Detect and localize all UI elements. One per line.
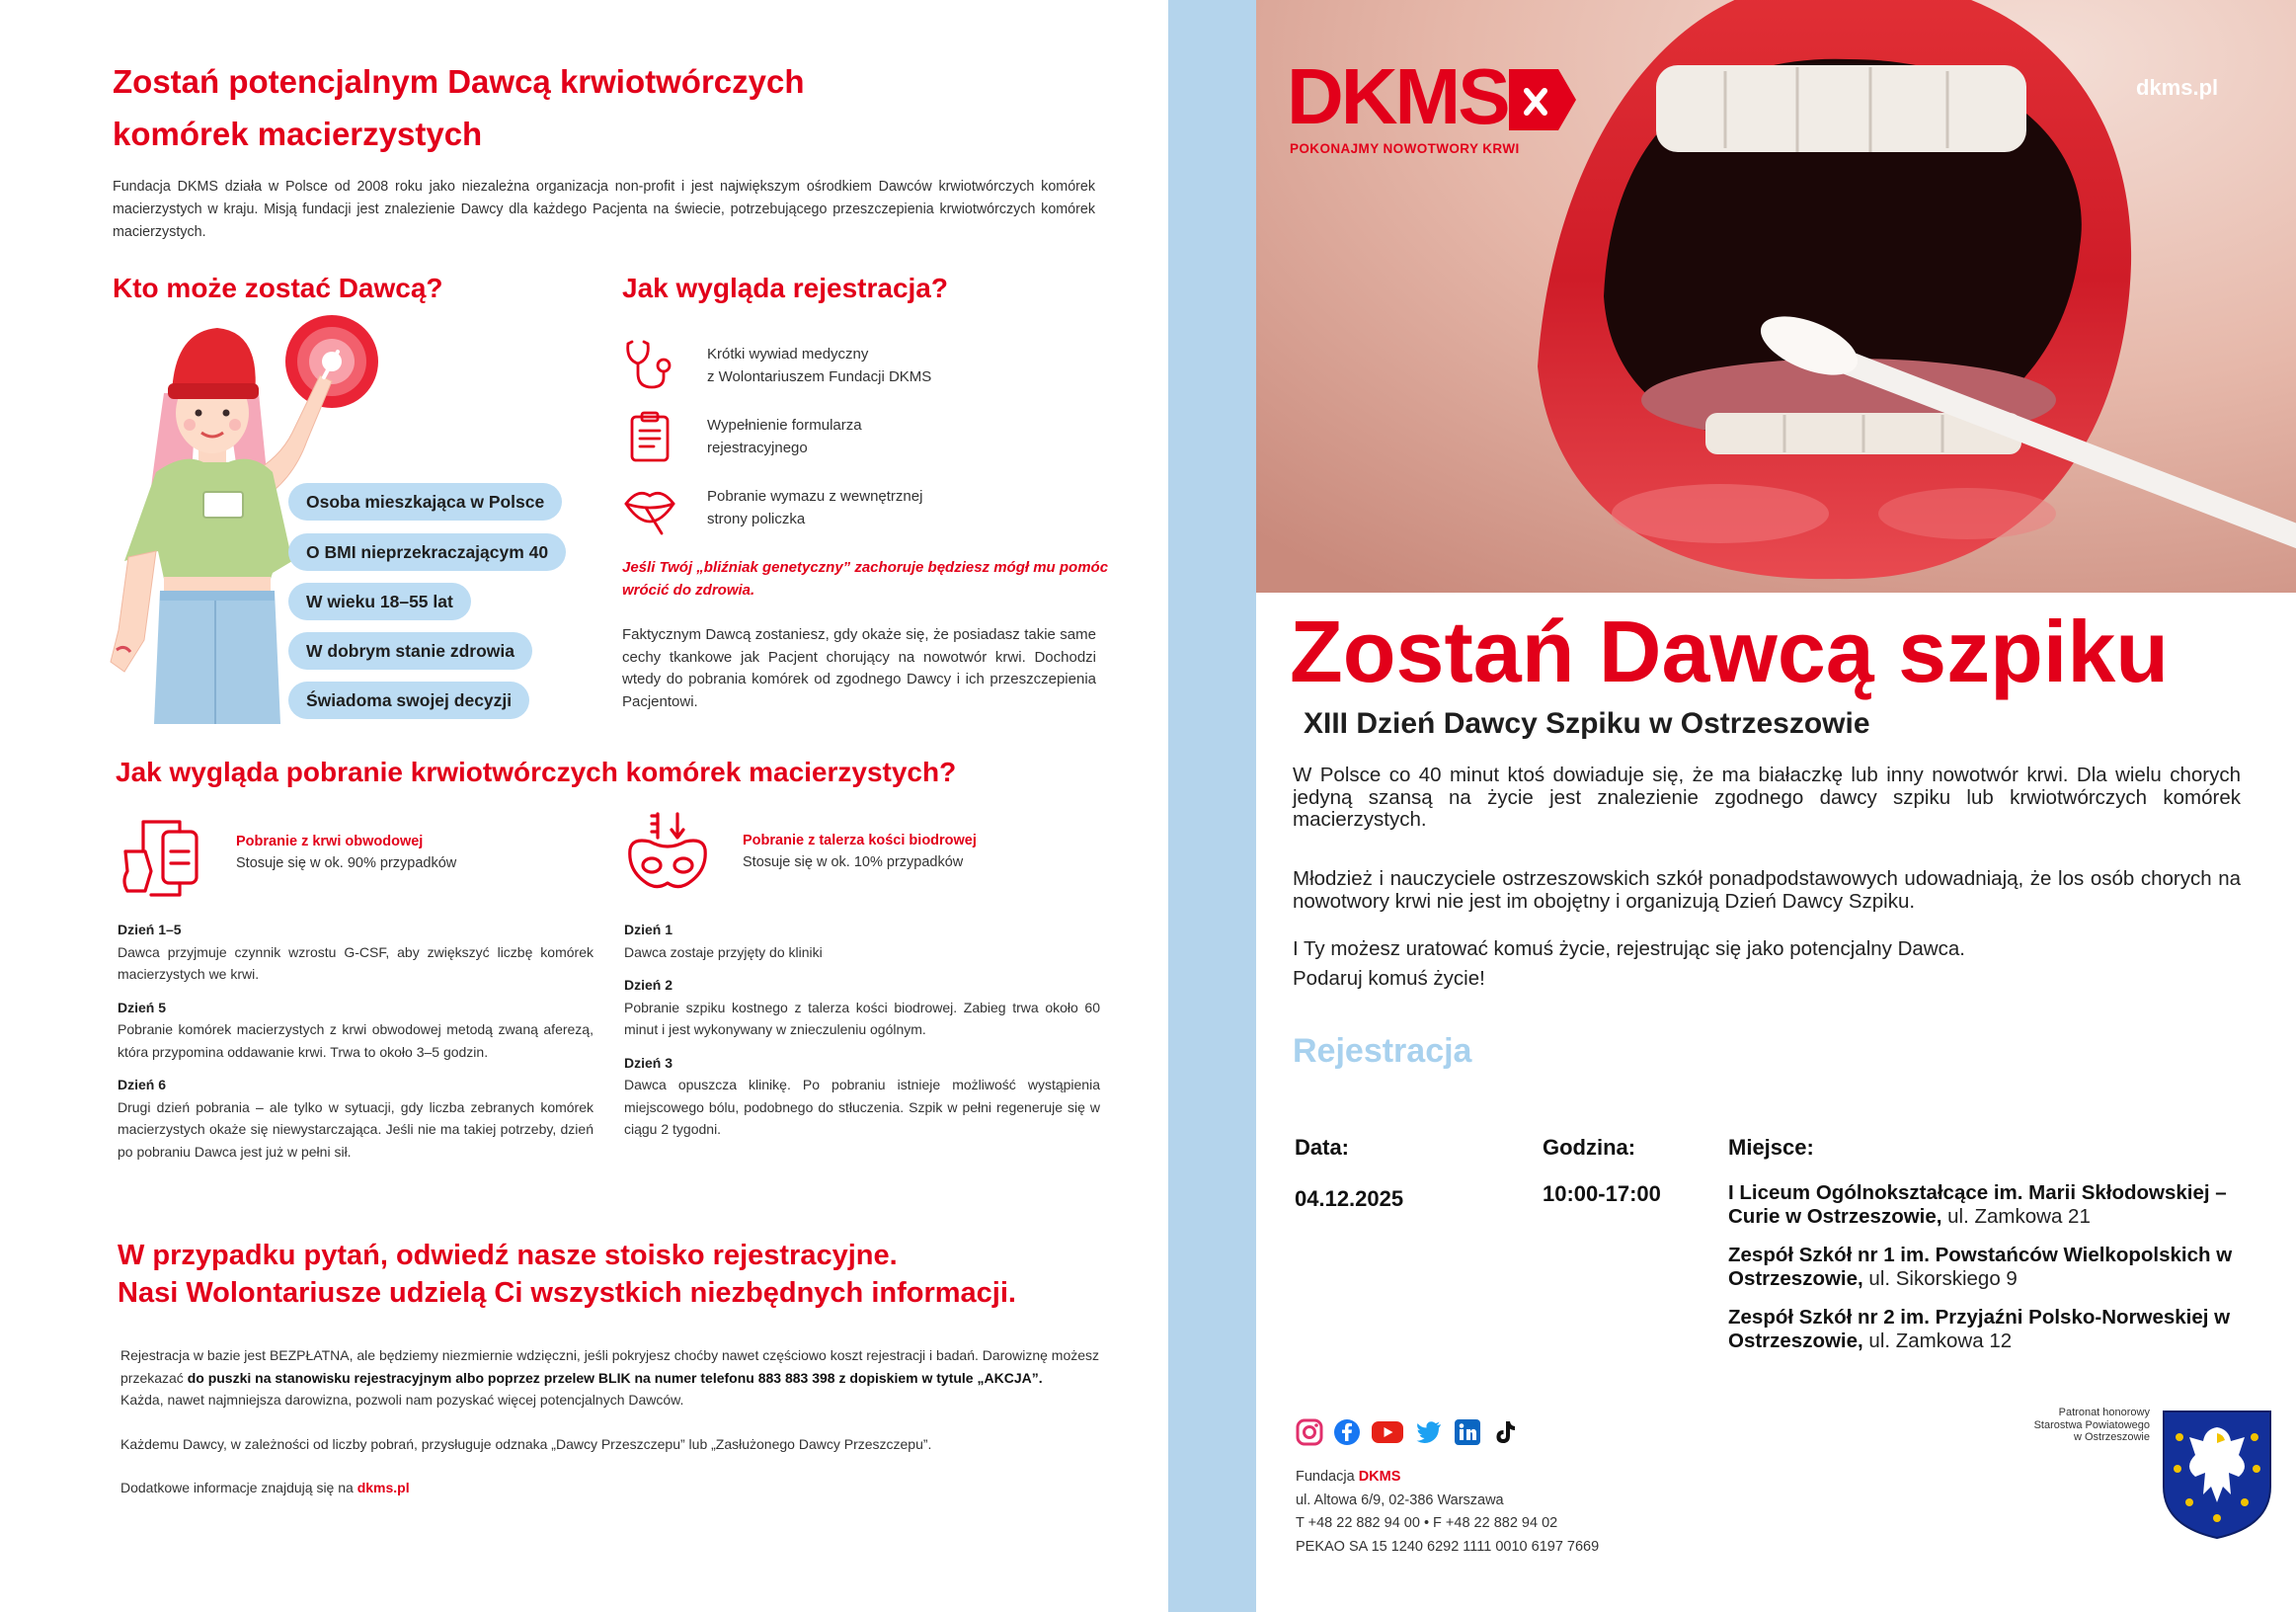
registration-step (707, 344, 931, 388)
method-title: Pobranie z talerza kości biodrowej (743, 833, 977, 848)
right-page (1256, 0, 2296, 1612)
stethoscope-icon (622, 338, 677, 393)
registration-step (707, 486, 922, 530)
day-block (118, 997, 594, 1064)
intro-paragraph: Fundacja DKMS działa w Polsce od 2008 roku jako niezależna organizacja non-profit i jest największym ośrodkiem Dawców krwiotwórczych komórek macierzystych w kraju. Misją fundacji jest znalezienie Dawcy dla każdego Pacjenta na świecie, potrzebującego przeszczepienia krwiotwórczych komórek macierzystych. (113, 179, 1095, 240)
step-line: Wypełnienie formularza (707, 417, 862, 434)
day-text: Drugi dzień pobrania – ale tylko w sytuacji, gdy liczba zebranych komórek macierzystych okaże się niewystarczająca. Jeśli nie ma takiej potrzeby, dzień po pobraniu Dawca jest już w pełni sił. (118, 1098, 594, 1160)
method-marrow (743, 830, 977, 873)
linkedin-icon[interactable] (1454, 1418, 1481, 1446)
day-title: Dzień 1–5 (118, 922, 182, 937)
badge-note: Każdemu Dawcy, w zależności od liczby pobrań, przysługuje odznaka „Dawcy Przeszczepu” lub „Zasłużonego Dawcy Przeszczepu”. (120, 1435, 932, 1452)
day-text: Dawca opuszcza klinikę. Po pobraniu istnieje możliwość wystąpienia miejscowego bólu, podobnego do stłuczenia. Szpik w pełni regeneruje się w ciągu 2 tygodni. (624, 1077, 1100, 1137)
day-title: Dzień 3 (624, 1054, 673, 1071)
place-item (1728, 1181, 2281, 1228)
pelvis-bone-icon (622, 808, 713, 899)
instagram-icon[interactable] (1296, 1418, 1323, 1446)
left-title-line-1: Zostań potencjalnym Dawcą krwiotwórczych (113, 63, 805, 100)
day-title: Dzień 2 (624, 977, 673, 993)
place-item (1728, 1244, 2281, 1290)
page-gap-strip (1168, 0, 1256, 1612)
upper-teeth (1656, 65, 2026, 152)
more-info-link[interactable]: dkms.pl (356, 1480, 410, 1495)
dkms-tagline: POKONAJMY NOWOTWORY KRWI (1290, 141, 1520, 156)
step-line: Krótki wywiad medyczny (707, 346, 869, 363)
left-title-line-2: komórek macierzystych (113, 116, 483, 152)
method-peripheral (236, 831, 456, 874)
collection-heading: Jak wygląda pobranie krwiotwórczych komórek macierzystych? (116, 757, 957, 787)
place-address: ul. Sikorskiego 9 (1862, 1266, 2018, 1290)
step-line: z Wolontariuszem Fundacji DKMS (707, 367, 932, 385)
intro-paragraph-4: Podaruj komuś życie! (1293, 967, 1485, 990)
place-item (1728, 1306, 2281, 1352)
method-subtitle: Stosuje się w ok. 10% przypadków (743, 854, 964, 870)
more-info (120, 1477, 1116, 1499)
dkms-logo-wordmark: DKMS (1287, 52, 1508, 140)
criteria-pill: Osoba mieszkająca w Polsce (288, 483, 562, 521)
registration-step (707, 415, 862, 459)
day-title: Dzień 6 (118, 1077, 167, 1092)
footer-street: ul. Altowa 6/9, 02-386 Warszawa (1296, 1491, 1504, 1508)
footer-org-name: DKMS (1358, 1469, 1401, 1485)
who-heading: Kto może zostać Dawcą? (113, 273, 443, 303)
criteria-pill: W dobrym stanie zdrowia (288, 632, 532, 670)
donation-note: Każda, nawet najmniejsza darowizna, pozwoli nam pozyskać więcej potencjalnych Dawców. (120, 1392, 684, 1408)
place-name: Zespół Szkół nr 2 im. Przyjaźni Polsko-Norweskiej w Ostrzeszowie, (1728, 1306, 2231, 1352)
criteria-pill: Świadoma swojej decyzji (288, 682, 529, 719)
questions-heading (118, 1237, 1016, 1312)
county-coat-of-arms (2160, 1408, 2274, 1541)
patronage-note (1972, 1407, 2150, 1444)
twin-note: Jeśli Twój „bliźniak genetyczny” zachoruje będziesz mógł mu pomóc wrócić do zdrowia. (622, 559, 1109, 599)
actual-donor-paragraph: Faktycznym Dawcą zostaniesz, gdy okaże się, że posiadasz takie same cechy tkankowe jak Pacjent chorujący na nowotwór krwi. Dochodzi wtedy do pobrania komórek od zgodnego Dawcy i ich przeszczepienia Pacjentowi. (622, 626, 1096, 710)
dkms-logo-x-mark (1509, 69, 1576, 130)
step-line: rejestracyjnego (707, 439, 808, 456)
event-date: 04.12.2025 (1295, 1186, 1404, 1211)
twitter-icon[interactable] (1415, 1418, 1443, 1446)
intro-paragraph-2: Młodzież i nauczyciele ostrzeszowskich szkół ponadpodstawowych udowadniają, że los osób chorych na nowotwory krwi nie jest im obojętny i organizują Dzień Dawcy Szpiku. (1293, 867, 2241, 913)
patronage-line: w Ostrzeszowie (2073, 1431, 2150, 1443)
method-title: Pobranie z krwi obwodowej (236, 834, 424, 849)
day-title: Dzień 5 (118, 999, 167, 1015)
footer-org (1296, 1466, 1599, 1490)
intro-paragraph-3: I Ty możesz uratować komuś życie, rejestrując się jako potencjalny Dawca. (1293, 937, 1965, 960)
footer-bank-account: PEKAO SA 15 1240 6292 1111 0010 6197 7669 (1296, 1538, 1600, 1555)
youtube-icon[interactable] (1371, 1418, 1404, 1446)
day-block (624, 1052, 1100, 1141)
place-address: ul. Zamkowa 21 (1941, 1204, 2091, 1228)
day-block (118, 1074, 594, 1163)
step-line: strony policzka (707, 510, 806, 527)
criteria-pill: O BMI nieprzekraczającym 40 (288, 533, 566, 571)
registration-heading: Jak wygląda rejestracja? (622, 273, 948, 303)
method-subtitle: Stosuje się w ok. 90% przypadków (236, 855, 457, 871)
intro-paragraph-1: W Polsce co 40 minut ktoś dowiaduje się, że ma białaczkę lub inny nowotwór krwi. Dla wielu chorych jedyną szansą na życie jest znalezienie zgodnego dawcy szpiku lub krwiotwórczych komórek macierzystych. (1293, 764, 2241, 831)
registration-title: Rejestracja (1293, 1032, 1472, 1070)
place-label: Miejsce: (1728, 1135, 1814, 1160)
lips-swab-icon (622, 480, 677, 535)
day-block (118, 919, 594, 986)
blood-bag-icon (116, 812, 204, 901)
questions-heading-line-1: W przypadku pytań, odwiedź nasze stoisko rejestracyjne. (118, 1240, 898, 1271)
patronage-line: Starostwa Powiatowego (2033, 1418, 2150, 1431)
day-block (624, 919, 1100, 963)
date-label: Data: (1295, 1135, 1350, 1160)
event-subtitle: XIII Dzień Dawcy Szpiku w Ostrzeszowie (1304, 707, 1870, 740)
event-time: 10:00-17:00 (1543, 1181, 1661, 1206)
marrow-days (624, 919, 1100, 1152)
left-title (113, 55, 805, 160)
footer-phones: T +48 22 882 94 00 • F +48 22 882 94 02 (1296, 1515, 1558, 1531)
footer-address (1296, 1466, 1599, 1559)
place-name: Zespół Szkół nr 1 im. Powstańców Wielkopolskich w Ostrzeszowie, (1728, 1244, 2233, 1290)
facebook-icon[interactable] (1333, 1418, 1361, 1446)
tiktok-icon[interactable] (1491, 1418, 1519, 1446)
peripheral-days (118, 919, 594, 1173)
day-block (624, 974, 1100, 1041)
day-title: Dzień 1 (624, 922, 673, 937)
day-text: Pobranie komórek macierzystych z krwi obwodowej metodą zwaną aferezą, która przypomina oddawanie krwi. Trwa to około 3–5 godzin. (118, 1021, 594, 1060)
step-line: Pobranie wymazu z wewnętrznej (707, 488, 923, 505)
day-text: Pobranie szpiku kostnego z talerza kości biodrowej. Zabieg trwa około 60 minut i jest wykonywany w znieczuleniu ogólnym. (624, 999, 1100, 1037)
patronage-line: Patronat honorowy (2058, 1407, 2150, 1418)
more-info-text: Dodatkowe informacje znajdują się na (120, 1480, 357, 1495)
questions-heading-line-2: Nasi Wolontariusze udzielą Ci wszystkich niezbędnych informacji. (118, 1277, 1016, 1309)
footer-org-prefix: Fundacja (1296, 1469, 1359, 1485)
day-text: Dawca zostaje przyjęty do kliniki (624, 943, 823, 960)
day-text: Dawca przyjmuje czynnik wzrostu G-CSF, aby zwiększyć liczbę komórek macierzystych we krwi. (118, 943, 594, 982)
website-top[interactable]: dkms.pl (2136, 75, 2219, 100)
places-list (1728, 1181, 2281, 1368)
time-label: Godzina: (1543, 1135, 1636, 1160)
free-registration-text (120, 1344, 1116, 1389)
bottom-info (120, 1344, 1116, 1499)
main-title: Zostań Dawcą szpiku (1290, 603, 2170, 700)
free-registration-normal: Rejestracja w bazie jest BEZPŁATNA, ale będziemy niezmiernie wdzięczni, jeśli pokryjesz choćby nawet częściowo koszt rejestracji i badań. Darowiznę możesz przekazać (120, 1347, 1100, 1386)
clipboard-icon (622, 409, 677, 464)
place-name: I Liceum Ogólnokształcące im. Marii Skłodowskiej – Curie w Ostrzeszowie, (1728, 1181, 2227, 1228)
place-address: ul. Zamkowa 12 (1862, 1329, 2013, 1352)
donation-method-bold: do puszki na stanowisku rejestracyjnym albo poprzez przelew BLIK na numer telefonu 883 883 398 z dopiskiem w tytule „AKCJA”. (187, 1369, 1043, 1386)
criteria-pill: W wieku 18–55 lat (288, 583, 471, 620)
